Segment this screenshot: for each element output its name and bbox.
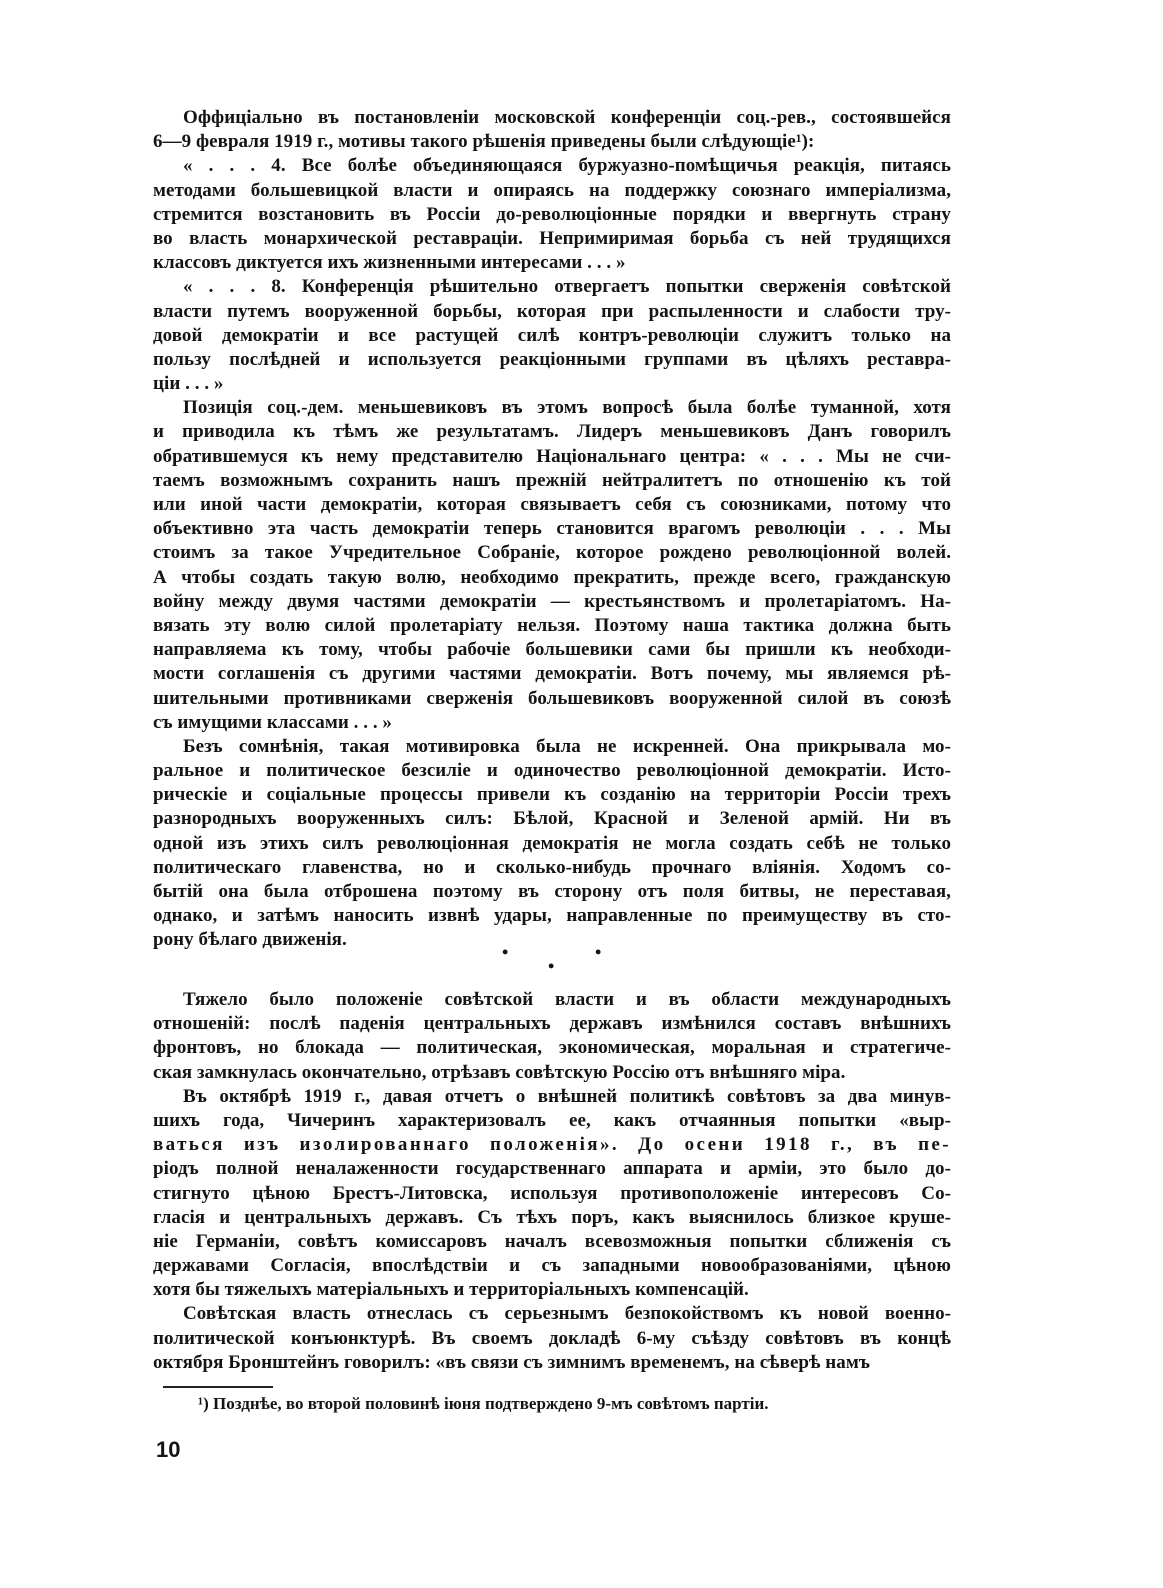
text-line: стремится возстановить въ Россіи до-революціонные порядки и ввергнуть страну — [153, 203, 951, 225]
text-line: таемъ возможнымъ сохранить нашъ прежній нейтралитетъ по отношенію къ той — [153, 469, 951, 491]
text-line: вязать эту волю силой пролетаріату нельзя. Поэтому наша тактика должна быть — [153, 614, 951, 636]
text-line: политической конъюнктурѣ. Въ своемъ докладѣ 6-му съѣзду совѣтовъ въ концѣ — [153, 1327, 951, 1349]
text-line: шихъ года, Чичеринъ характеризовалъ ее, какъ отчаянныя попытки «выр- — [153, 1109, 951, 1131]
text-line: съ имущими классами . . . » — [153, 711, 392, 733]
text-line: власти путемъ вооруженной борьбы, которая при распыленности и слабости тру- — [153, 300, 951, 322]
text-line: « . . . 4. Все болѣе объединяющаяся буржуазно-помѣщичья реакція, питаясь — [183, 155, 951, 177]
text-line: объективно эта часть демократіи теперь становится врагомъ революціи . . . Мы — [153, 518, 951, 540]
text-line: одной изъ этихъ силъ революціонная демократія не могла создать себѣ не только — [153, 832, 951, 854]
text-line: гласія и центральныхъ державъ. Съ тѣхъ поръ, какъ выяснилось близкое круше- — [153, 1206, 951, 1228]
text-line: политическаго главенства, но и сколько-нибудь прочнаго вліянія. Ходомъ со- — [153, 856, 951, 878]
page-number: 10 — [156, 1437, 181, 1462]
text-line: отношеній: послѣ паденія центральныхъ державъ измѣнился составъ внѣшнихъ — [153, 1013, 951, 1035]
text-line: стоимъ за такое Учредительное Собраніе, которое рождено революціонной волей. — [153, 542, 951, 564]
text-line: 6—9 февраля 1919 г., мотивы такого рѣшенія приведены были слѣдующіе¹): — [153, 131, 815, 153]
text-line: Позиція соц.-дем. меньшевиковъ въ этомъ вопросѣ была болѣе туманной, хотя — [183, 397, 951, 419]
text-line: А чтобы создать такую волю, необходимо прекратить, прежде всего, гражданскую — [153, 566, 951, 588]
footnote: ¹) Позднѣе, во второй половинѣ іюня подтверждено 9-мъ совѣтомъ партіи. — [198, 1394, 769, 1413]
text-line: разнородныхъ вооруженныхъ силъ: Бѣлой, Красной и Зеленой армій. Ни въ — [153, 808, 951, 830]
text-line: классовъ диктуется ихъ жизненными интересами . . . » — [153, 252, 626, 274]
text-line: Оффиціально въ постановленіи московской конференціи соц.-рев., состоявшейся — [183, 107, 951, 128]
ornament-dot: • — [502, 942, 509, 962]
text-line: бытій она была отброшена поэтому въ сторону отъ поля битвы, не переставая, — [153, 881, 951, 902]
text-line: хотя бы тяжелыхъ матеріальныхъ и территоріальныхъ компенсацій. — [153, 1279, 749, 1301]
ornament-dot: • — [595, 942, 602, 962]
text-line: мости соглашенія съ другими частями демократіи. Вотъ почему, мы являемся рѣ- — [153, 663, 951, 685]
text-line: « . . . 8. Конференція рѣшительно отвергаетъ попытки сверженія совѣтской — [183, 276, 951, 298]
text-line: ніе Германіи, совѣтъ комиссаровъ началъ всевозможныя попытки сближенія съ — [153, 1230, 951, 1252]
text-line: ральное и политическое безсиліе и одиночество революціонной демократіи. Исто- — [153, 760, 951, 782]
text-line: ская замкнулась окончательно, отрѣзавъ совѣтскую Россію отъ внѣшняго міра. — [153, 1061, 846, 1083]
text-line: Тяжело было положеніе совѣтской власти и въ области международныхъ — [183, 989, 951, 1010]
text-line: стигнуто цѣною Брестъ-Литовска, используя противоположеніе интересовъ Со- — [153, 1182, 951, 1204]
text-line: ріодъ полной неналаженности государственнаго аппарата и арміи, это было до- — [153, 1158, 951, 1180]
text-line: рическіе и соціальные процессы привели къ созданію на территоріи Россіи трехъ — [153, 784, 951, 806]
text-line: Въ октябрѣ 1919 г., давая отчетъ о внѣшней политикѣ совѣтовъ за два минув- — [183, 1085, 951, 1107]
section-divider-ornament — [490, 940, 620, 980]
text-line: ціи . . . » — [153, 373, 224, 395]
text-line: пользу послѣдней и используется реакціонными группами въ цѣляхъ реставра- — [153, 348, 951, 370]
text-line: державами Согласія, впослѣдствіи и съ западными новообразованіями, цѣною — [153, 1255, 951, 1277]
text-line: довой демократіи и все растущей силѣ контръ-революціи служитъ только на — [153, 324, 951, 346]
main-text-lower — [153, 988, 951, 1375]
text-line: ваться изъ изолированнаго положенія». До осени 1918 г., въ пе- — [153, 1134, 951, 1156]
text-line: или иной части демократіи, которая связываетъ себя съ союзниками, потому что — [153, 494, 951, 515]
main-text-upper — [153, 106, 951, 953]
text-line: фронтовъ, но блокада — политическая, экономическая, моральная и стратегиче- — [153, 1037, 951, 1059]
text-line: шительными противниками сверженія большевиковъ вооруженной силой въ союзѣ — [153, 687, 951, 709]
footnote-divider — [163, 1386, 273, 1388]
text-line: направляема къ тому, чтобы рабочіе большевики сами бы пришли къ необходи- — [153, 639, 951, 661]
text-line: Совѣтская власть отнеслась съ серьезнымъ безпокойствомъ къ новой военно- — [183, 1303, 951, 1325]
text-line: и приводила къ тѣмъ же результатамъ. Лидеръ меньшевиковъ Данъ говорилъ — [153, 421, 951, 443]
text-line: Безъ сомнѣнія, такая мотивировка была не искренней. Она прикрывала мо- — [183, 735, 951, 757]
text-line: войну между двумя частями демократіи — крестьянствомъ и пролетаріатомъ. На- — [153, 590, 951, 612]
text-line: однако, и затѣмъ наносить извнѣ удары, направленные по преимуществу въ сто- — [153, 905, 951, 927]
text-line: обратившемуся къ нему представителю Національнаго центра: « . . . Мы не счи- — [153, 445, 951, 467]
text-line: методами большевицкой власти и опираясь на поддержку союзнаго имперіализма, — [153, 179, 951, 201]
text-line: рону бѣлаго движенія. — [153, 929, 347, 951]
ornament-dot: • — [548, 956, 555, 976]
text-line: во власть монархической реставраціи. Непримиримая борьба съ ней трудящихся — [153, 227, 951, 249]
text-line: октября Бронштейнъ говорилъ: «въ связи съ зимнимъ временемъ, на сѣверѣ намъ — [153, 1351, 870, 1373]
